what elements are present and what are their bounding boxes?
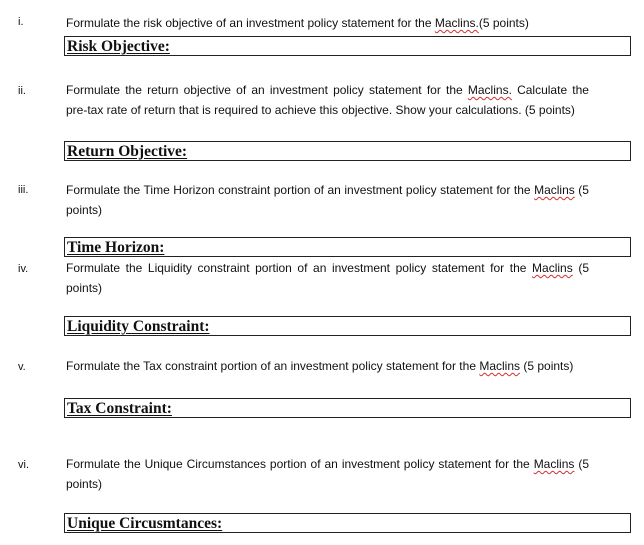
question-suffix: Calculate the pre-tax rate of return that is required to achieve this objective. Show your calculations. (5 points) — [66, 83, 589, 117]
answer-heading: Time Horizon: — [67, 239, 165, 256]
answer-heading: Tax Constraint: — [67, 400, 172, 417]
answer-box-liquidity-constraint[interactable] — [64, 316, 631, 336]
client-name: Maclins — [479, 359, 521, 373]
question-suffix: (5 points) — [520, 359, 574, 373]
question-suffix: (5 points) — [478, 16, 529, 30]
question-text — [66, 81, 589, 120]
item-numeral: iv. — [18, 263, 29, 275]
question-text — [66, 455, 589, 494]
item-numeral: i. — [18, 16, 24, 28]
client-name: Maclins. — [467, 83, 512, 97]
item-numeral: vi. — [18, 459, 29, 471]
question-suffix: (5 points) — [66, 457, 590, 491]
answer-heading: Liquidity Constraint: — [67, 318, 210, 335]
question-prefix: Formulate the Liquidity constraint portion of an investment policy statement for the — [66, 261, 533, 275]
question-prefix: Formulate the return objective of an investment policy statement for the — [66, 83, 468, 97]
answer-heading: Unique Circusmtances: — [67, 515, 223, 532]
answer-box-time-horizon[interactable] — [64, 237, 631, 257]
question-text — [66, 259, 589, 298]
question-prefix: Formulate the Tax constraint portion of an investment policy statement for the — [66, 359, 480, 373]
answer-heading: Risk Objective: — [67, 38, 170, 55]
item-numeral: ii. — [18, 85, 26, 97]
answer-box-risk-objective[interactable] — [64, 36, 631, 56]
question-prefix: Formulate the Unique Circumstances portion of an investment policy statement for the — [66, 457, 534, 471]
question-text — [66, 357, 589, 377]
answer-box-tax-constraint[interactable] — [64, 398, 631, 418]
client-name: Maclins. — [434, 16, 479, 30]
answer-box-unique-circumstances[interactable] — [64, 513, 631, 533]
client-name: Maclins — [532, 261, 573, 275]
answer-heading: Return Objective: — [67, 143, 188, 160]
item-numeral: v. — [18, 361, 26, 373]
answer-box-return-objective[interactable] — [64, 141, 631, 161]
question-prefix: Formulate the risk objective of an investment policy statement for the — [66, 16, 435, 30]
item-numeral: iii. — [18, 184, 29, 196]
question-text — [66, 14, 589, 34]
question-prefix: Formulate the Time Horizon constraint portion of an investment policy statement for the — [66, 183, 535, 197]
question-suffix: (5 points) — [66, 261, 590, 295]
client-name: Maclins — [533, 457, 575, 471]
client-name: Maclins — [534, 183, 575, 197]
question-suffix: (5 points) — [66, 183, 589, 217]
question-text — [66, 181, 589, 220]
